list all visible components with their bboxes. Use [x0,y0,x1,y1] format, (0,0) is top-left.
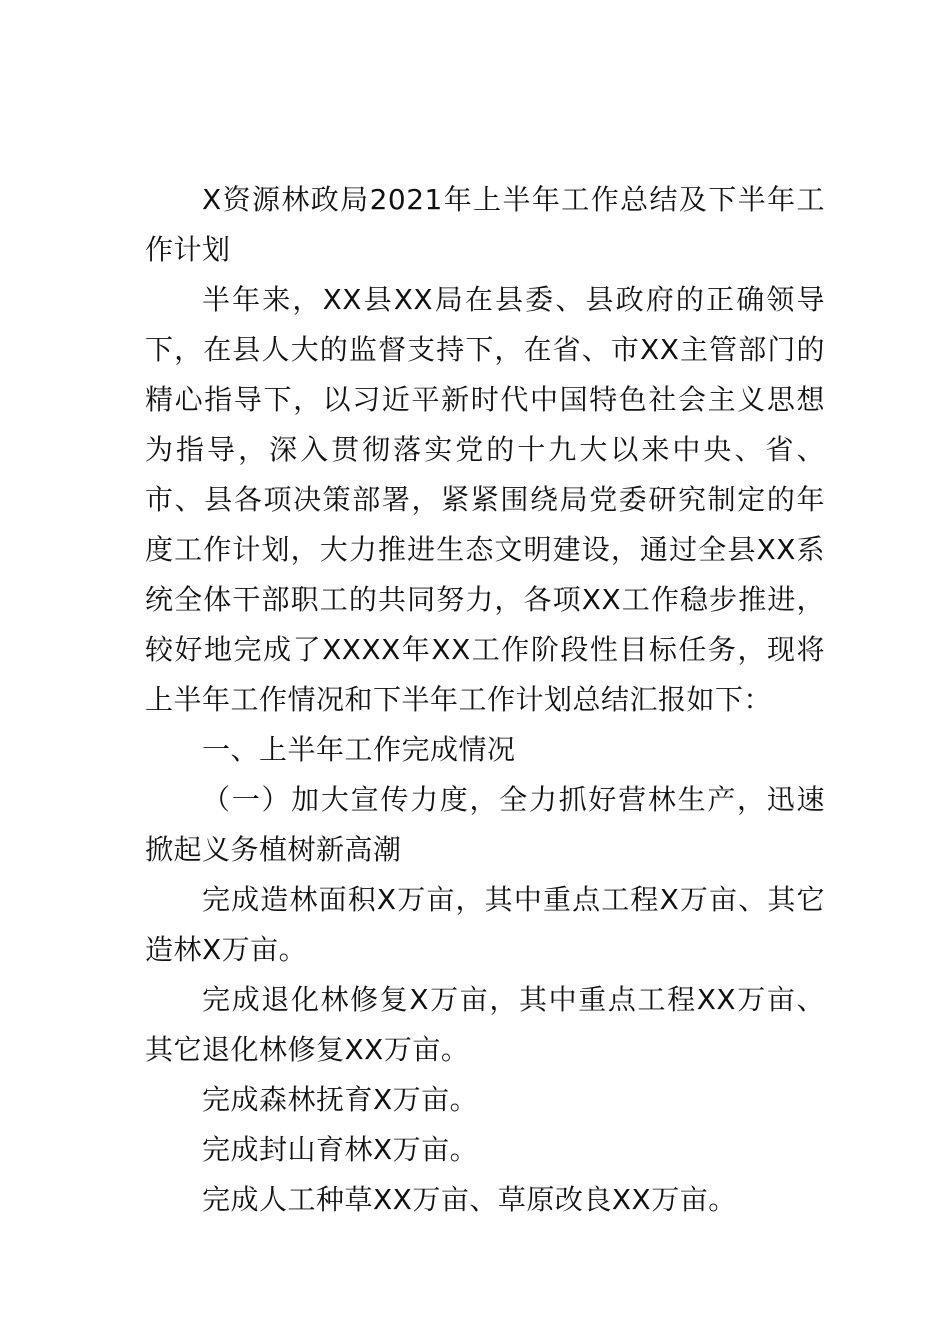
body-paragraph: 完成森林抚育X万亩。 [202,1083,479,1116]
document-body [145,175,825,1225]
subsection-heading: （一）加大宣传力度，全力抓好营林生产，迅速掀起义务植树新高潮 [145,783,825,866]
section-heading: 一、上半年工作完成情况 [202,733,516,766]
intro-paragraph: 半年来，XX县XX局在县委、县政府的正确领导下，在县人大的监督支持下，在省、市XX主管部门的精心指导下，以习近平新时代中国特色社会主义思想为指导，深入贯彻落实党的十九大以来中央、省、市、县各项决策部署，紧紧围绕局党委研究制定的年度工作计划，大力推进生态文明建设，通过全县XX系统全体干部职工的共同努力，各项XX工作稳步推进，较好地完成了XXXX年XX工作阶段性目标任务，现将上半年工作情况和下半年工作计划总结汇报如下： [145,283,825,716]
body-paragraph: 完成造林面积X万亩，其中重点工程X万亩、其它造林X万亩。 [145,883,825,966]
body-paragraph: 完成退化林修复X万亩，其中重点工程XX万亩、其它退化林修复XX万亩。 [145,983,825,1066]
body-paragraph: 完成人工种草XX万亩、草原改良XX万亩。 [202,1183,737,1216]
document-title: X资源林政局2021年上半年工作总结及下半年工作计划 [145,183,825,266]
body-paragraph: 完成封山育林X万亩。 [202,1133,479,1166]
